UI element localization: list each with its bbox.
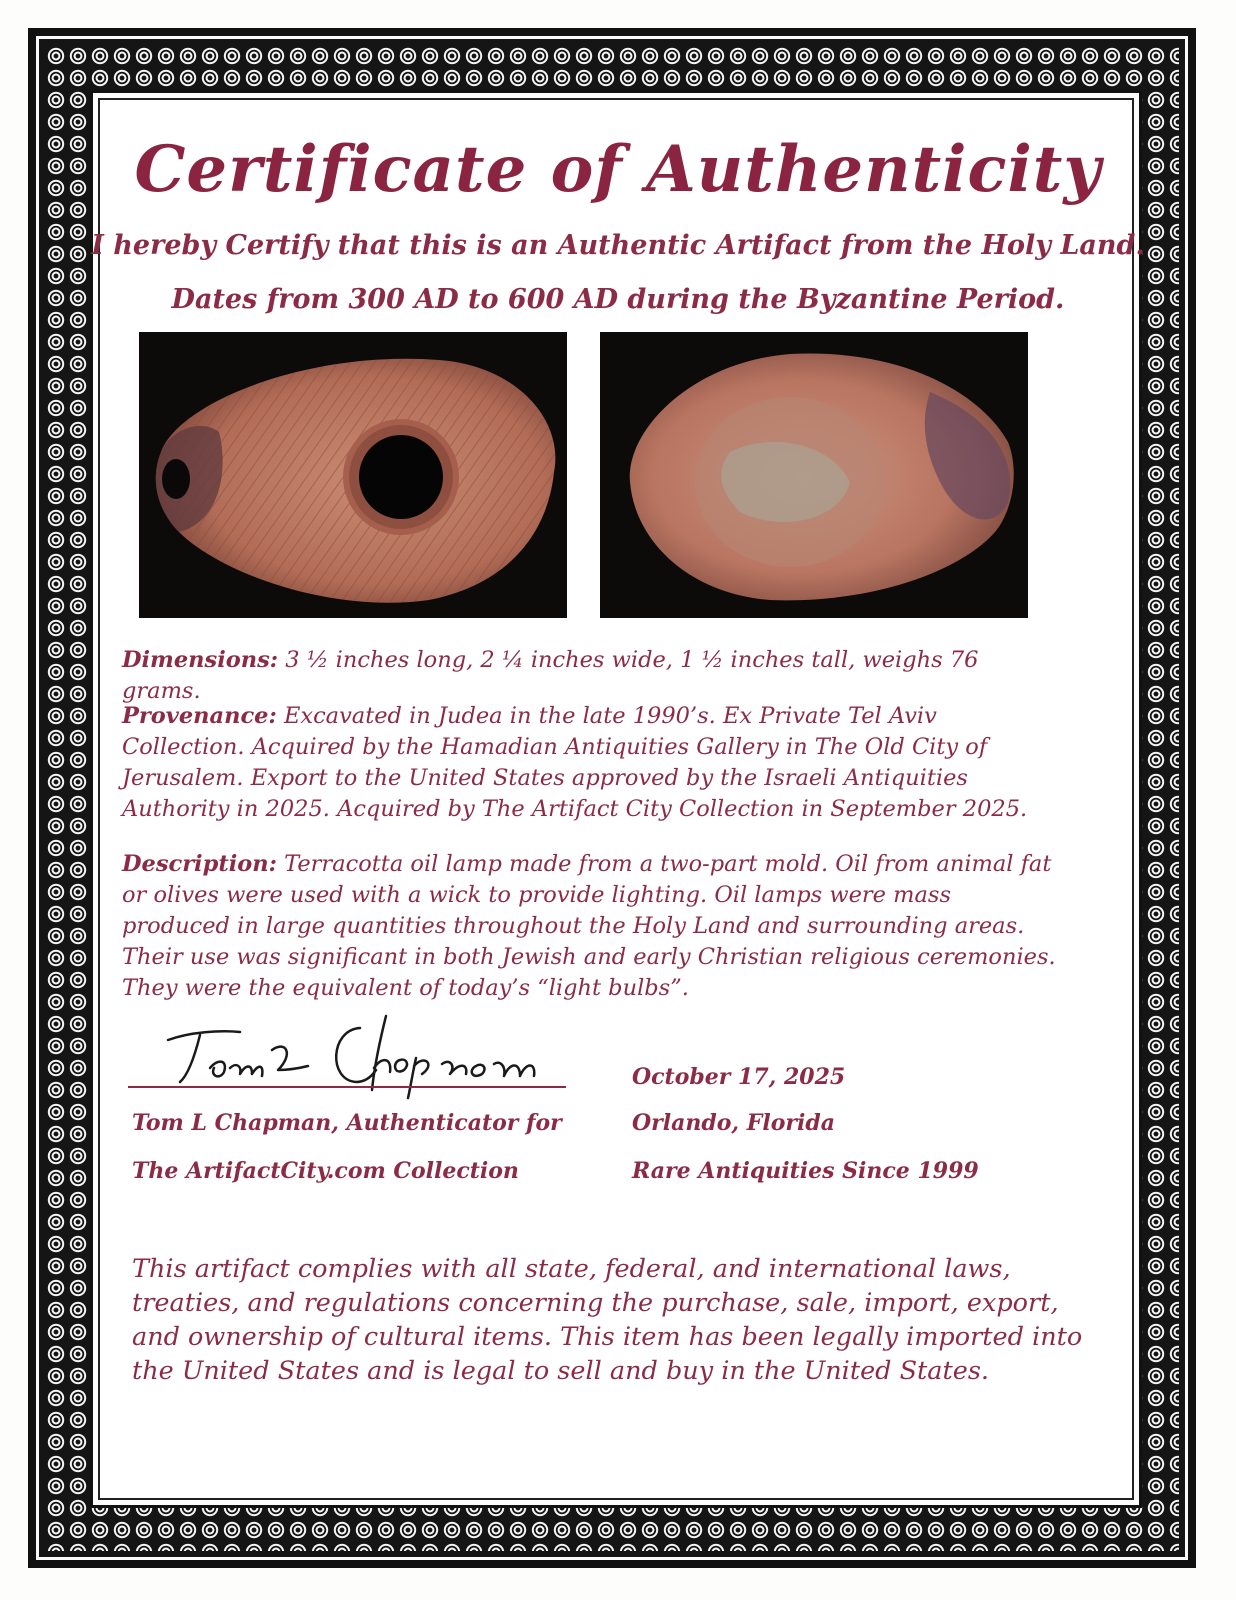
authenticator-name: Tom L Chapman, Authenticator for <box>132 1110 562 1136</box>
description-label: Description: <box>122 851 277 877</box>
certify-line: I hereby Certify that this is an Authentic Artifact from the Holy Land. <box>91 230 1145 261</box>
dimensions-paragraph <box>122 645 1062 707</box>
authenticator-org: The ArtifactCity.com Collection <box>132 1158 519 1184</box>
legal-statement: This artifact complies with all state, federal, and international laws, treaties, and regulations concerning the purchase, sale, import, export, and ownership of cultural items. This item has been legally imported into the United States and is legal to sell and buy in the United States. <box>132 1254 1083 1386</box>
oil-lamp-top-photo <box>139 332 567 618</box>
dimensions-text: 3 ½ inches long, 2 ¼ inches wide, 1 ½ inches tall, weighs 76 grams. <box>122 647 979 704</box>
description-paragraph <box>122 849 1057 1004</box>
signature-line <box>128 1086 566 1088</box>
provenance-paragraph <box>122 701 1057 825</box>
certificate-location: Orlando, Florida <box>632 1110 835 1136</box>
provenance-text: Excavated in Judea in the late 1990’s. Ex Private Tel Aviv Collection. Acquired by the Hamadian Antiquities Gallery in The Old City of Jerusalem. Export to the United States approved by the Israeli Antiquities Authority in 2025. Acquired by The Artifact City Collection in September 2025. <box>122 703 1028 822</box>
dates-line: Dates from 300 AD to 600 AD during the Byzantine Period. <box>171 284 1065 315</box>
certificate-title: Certificate of Authenticity <box>134 132 1102 207</box>
oil-lamp-bottom-photo <box>600 332 1028 618</box>
company-tagline: Rare Antiquities Since 1999 <box>632 1158 979 1184</box>
provenance-label: Provenance: <box>122 703 277 729</box>
certificate-date: October 17, 2025 <box>632 1064 846 1090</box>
dimensions-label: Dimensions: <box>122 647 279 673</box>
description-text: Terracotta oil lamp made from a two-part mold. Oil from animal fat or olives were used with a wick to provide lighting. Oil lamps were mass produced in large quantities throughout the Holy Land and surrounding areas. Their use was significant in both Jewish and early Christian religious ceremonies. They were the equivalent of today’s “light bulbs”. <box>122 851 1056 1001</box>
